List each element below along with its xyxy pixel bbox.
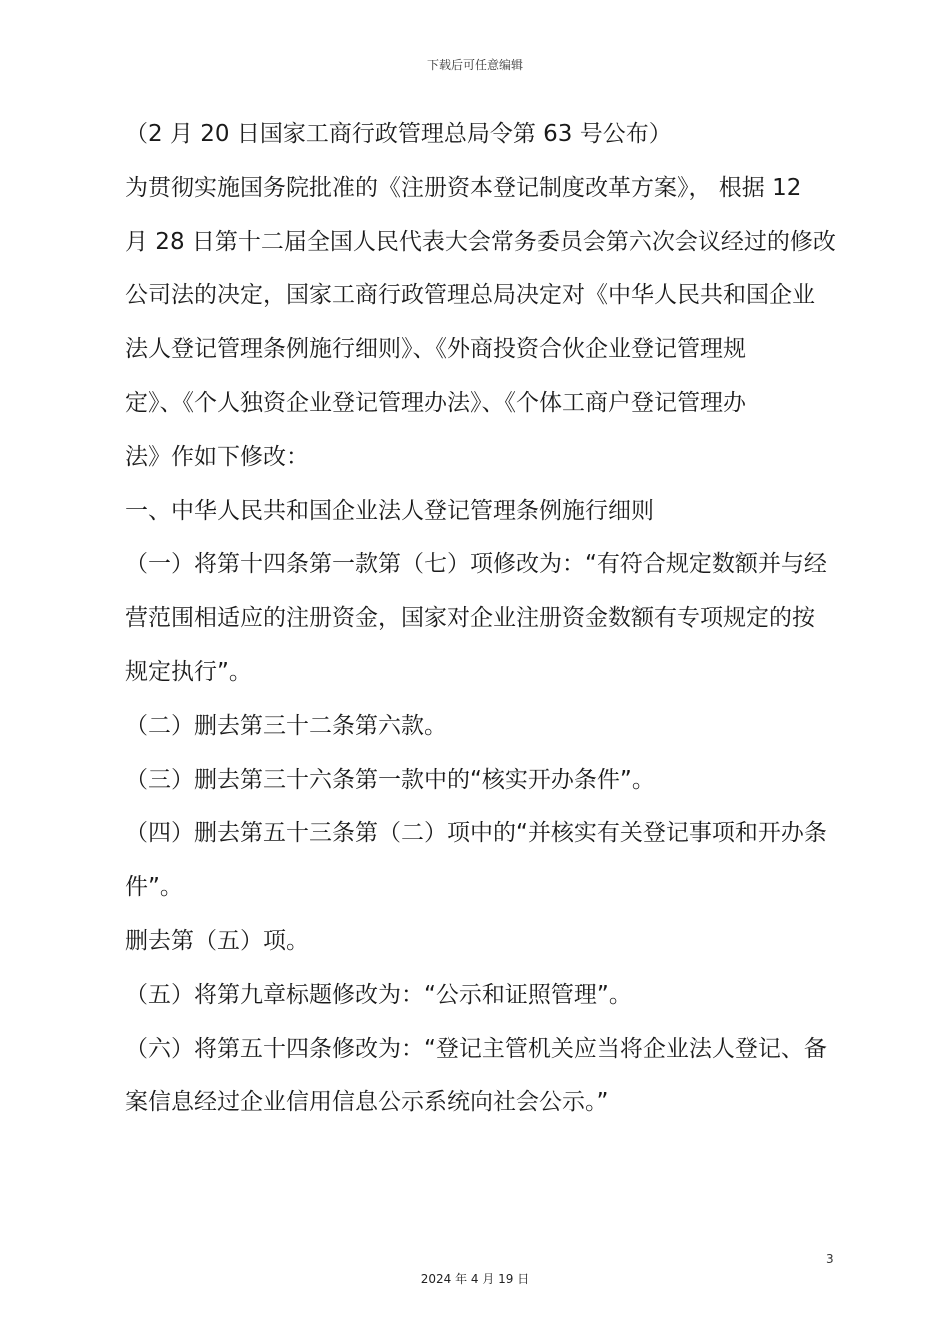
body-line: （五）将第九章标题修改为：“公示和证照管理”。: [125, 981, 632, 1008]
body-line: 法人登记管理条例施行细则》、《外商投资合伙企业登记管理规: [125, 336, 746, 363]
body-line: 营范围相适应的注册资金，国家对企业注册资金数额有专项规定的按: [125, 605, 815, 632]
body-line: （一）将第十四条第一款第（七）项修改为：“有符合规定数额并与经: [125, 551, 827, 578]
body-line: （六）将第五十四条修改为：“登记主管机关应当将企业法人登记、备: [125, 1035, 827, 1062]
body-line: 法》作如下修改：: [125, 443, 309, 470]
body-line: 为贯彻实施国务院批准的《注册资本登记制度改革方案》， 根据 12: [125, 174, 802, 201]
body-line: 一、中华人民共和国企业法人登记管理条例施行细则: [125, 497, 654, 524]
body-line: 规定执行”。: [125, 658, 252, 685]
body-line: 案信息经过企业信用信息公示系统向社会公示。”: [125, 1089, 609, 1116]
body-line: 删去第（五）项。: [125, 927, 309, 954]
body-line: 定》、《个人独资企业登记管理办法》、《个体工商户登记管理办: [125, 389, 746, 416]
body-line: （三）删去第三十六条第一款中的“核实开办条件”。: [125, 766, 655, 793]
page-header: 下载后可任意编辑: [426, 58, 523, 72]
document-body: [125, 108, 840, 1130]
body-line: （四）删去第五十三条第（二）项中的“并核实有关登记事项和开办条: [125, 820, 827, 847]
page-number: 3: [826, 1252, 834, 1266]
body-line: （二）删去第三十二条第六款。: [125, 712, 447, 739]
body-line: 件”。: [125, 874, 183, 901]
body-line: 月 28 日第十二届全国人民代表大会常务委员会第六次会议经过的修改: [125, 228, 836, 255]
body-line: 公司法的决定，国家工商行政管理总局决定对《中华人民共和国企业: [125, 282, 815, 309]
page-footer-date: 2024 年 4 月 19 日: [420, 1272, 530, 1286]
body-line: （2 月 20 日国家工商行政管理总局令第 63 号公布）: [125, 121, 672, 147]
